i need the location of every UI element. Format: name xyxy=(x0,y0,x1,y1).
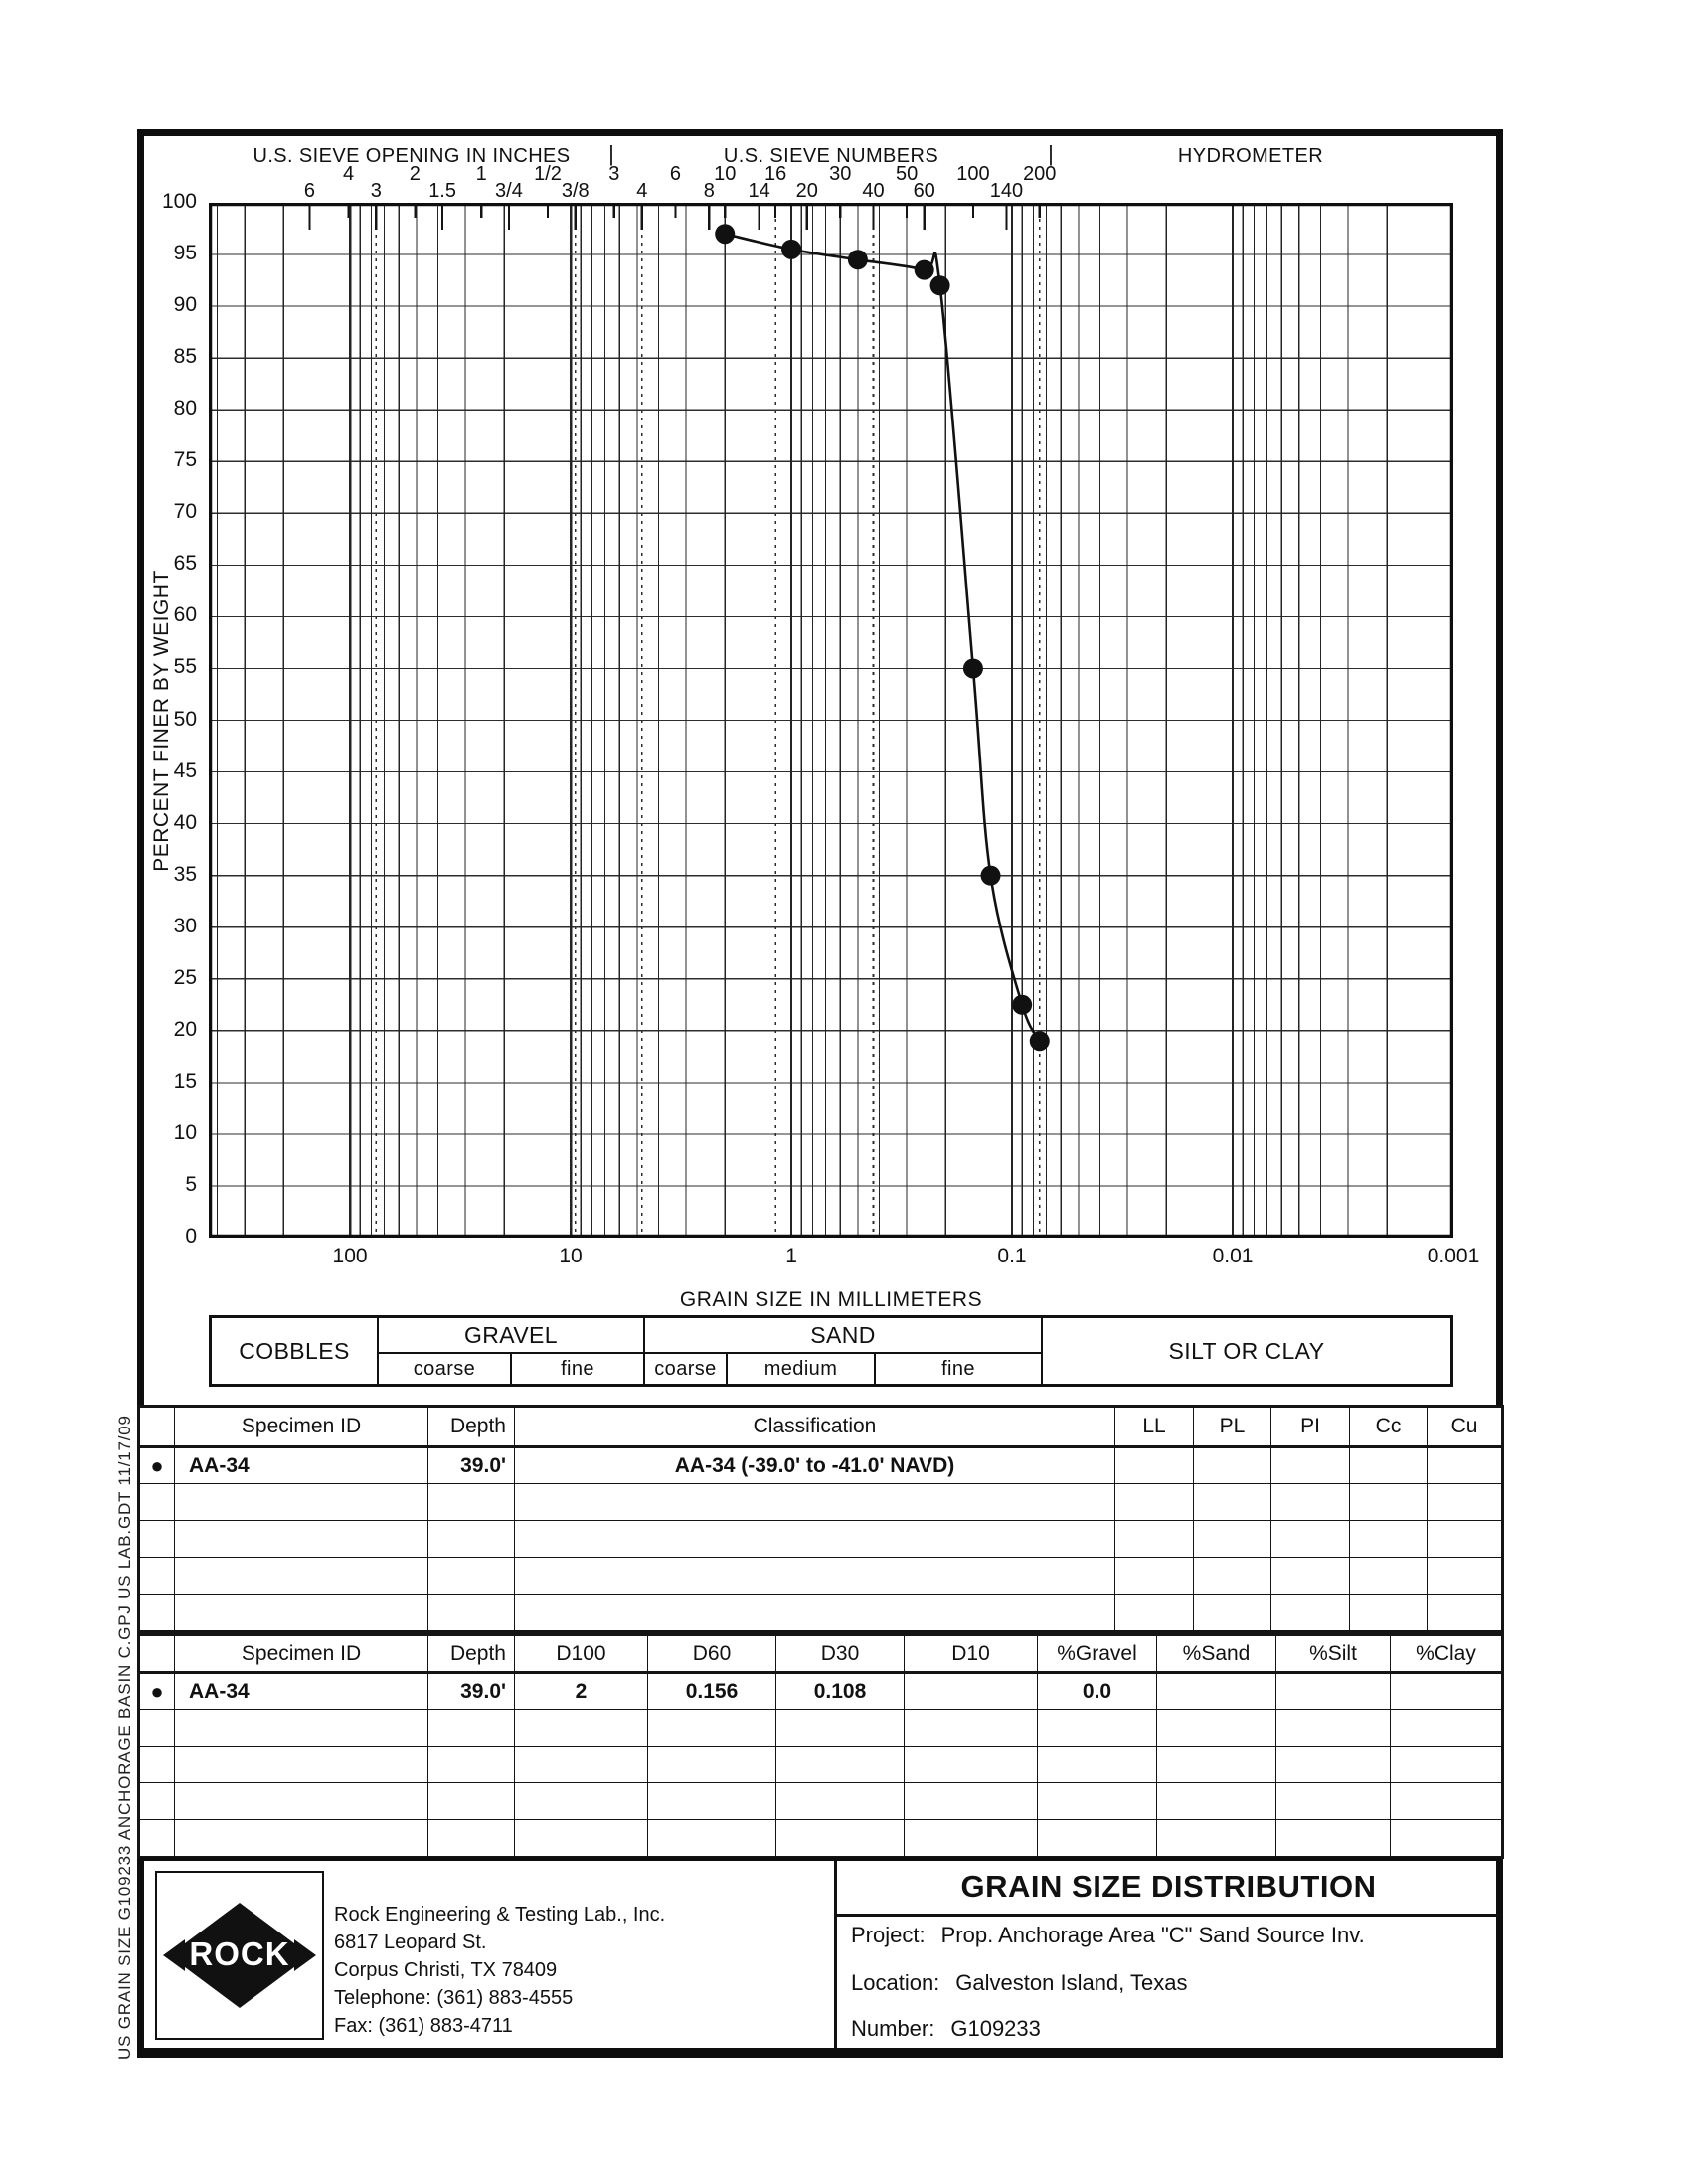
table-cell: Depth xyxy=(428,1636,515,1673)
table-cell xyxy=(1115,1521,1194,1558)
table-cell xyxy=(1276,1673,1391,1710)
table-cell xyxy=(1115,1558,1194,1595)
row-marker-cell xyxy=(140,1484,175,1521)
table-cell xyxy=(515,1558,1115,1595)
y-tick-label: 90 xyxy=(173,293,197,317)
title-underline xyxy=(836,1914,1501,1917)
gradation-values-table xyxy=(139,1635,1502,1857)
table-cell xyxy=(1350,1484,1428,1521)
sieve-size-label: 6 xyxy=(669,163,682,185)
x-tick-label: 0.1 xyxy=(997,1245,1027,1267)
y-axis-title: PERCENT FINER BY WEIGHT xyxy=(150,570,173,872)
data-point-marker xyxy=(715,224,735,244)
project-row xyxy=(851,1923,1365,1948)
table-cell: D30 xyxy=(776,1636,905,1673)
table-cell xyxy=(1038,1747,1157,1783)
table-cell xyxy=(175,1783,428,1820)
y-tick-label: 80 xyxy=(173,397,197,420)
table-cell xyxy=(1428,1595,1502,1631)
table-cell xyxy=(1157,1820,1276,1857)
x-tick-label: 0.01 xyxy=(1212,1245,1254,1267)
table-row xyxy=(140,1521,1502,1558)
sieve-size-label: 3/8 xyxy=(561,180,590,202)
table-cell xyxy=(1276,1783,1391,1820)
sand-coarse-cell: coarse xyxy=(645,1354,728,1384)
table-cell xyxy=(648,1783,776,1820)
table-row xyxy=(140,1484,1502,1521)
sieve-size-label: 20 xyxy=(795,180,818,202)
sieve-size-label: 6 xyxy=(303,180,315,202)
data-point-marker xyxy=(963,658,983,678)
y-tick-label: 70 xyxy=(173,500,197,524)
sieve-size-label: 3 xyxy=(608,163,620,185)
sieve-size-label: 1 xyxy=(475,163,487,185)
table-cell xyxy=(1115,1595,1194,1631)
table-cell xyxy=(1157,1710,1276,1747)
table-cell xyxy=(1428,1447,1502,1484)
y-tick-label: 35 xyxy=(173,862,197,886)
table-cell xyxy=(175,1820,428,1857)
table-cell xyxy=(1350,1447,1428,1484)
y-tick-label: 65 xyxy=(173,552,197,576)
table-cell xyxy=(515,1521,1115,1558)
location-row xyxy=(851,1970,1187,1996)
sieve-inches-header: U.S. SIEVE OPENING IN INCHES xyxy=(253,145,571,167)
y-tick-label: 25 xyxy=(173,965,197,989)
table-cell xyxy=(515,1484,1115,1521)
table-cell xyxy=(1350,1595,1428,1631)
table-cell xyxy=(776,1710,905,1747)
table-cell xyxy=(175,1521,428,1558)
table-cell xyxy=(1428,1521,1502,1558)
table-cell: PI xyxy=(1271,1408,1350,1447)
company-logo xyxy=(155,1871,324,2040)
y-tick-label: 45 xyxy=(173,758,197,782)
y-tick-label: 75 xyxy=(173,448,197,472)
table-cell xyxy=(1428,1484,1502,1521)
table-cell xyxy=(428,1820,515,1857)
sieve-size-label: 10 xyxy=(714,163,737,185)
table-cell xyxy=(1276,1820,1391,1857)
row-marker-cell xyxy=(140,1710,175,1747)
table-cell: Cc xyxy=(1350,1408,1428,1447)
table-cell xyxy=(648,1747,776,1783)
sieve-size-label: 60 xyxy=(913,180,935,202)
company-address-line: Fax: (361) 883-4711 xyxy=(334,2015,513,2037)
table-cell: PL xyxy=(1194,1408,1271,1447)
sieve-size-label: 1.5 xyxy=(428,180,456,202)
table-cell xyxy=(175,1558,428,1595)
sieve-size-label: 3/4 xyxy=(495,180,523,202)
table-cell: %Silt xyxy=(1276,1636,1391,1673)
table-cell xyxy=(428,1710,515,1747)
x-tick-label: 0.001 xyxy=(1427,1245,1480,1267)
table-row xyxy=(140,1595,1502,1631)
data-point-marker xyxy=(1030,1031,1050,1051)
table-cell xyxy=(1391,1747,1502,1783)
header-row xyxy=(140,1408,1502,1447)
table-cell: AA-34 (-39.0' to -41.0' NAVD) xyxy=(515,1447,1115,1484)
y-tick-label: 85 xyxy=(173,345,197,369)
table-cell: Classification xyxy=(515,1408,1115,1447)
project-value: Prop. Anchorage Area "C" Sand Source Inv. xyxy=(940,1923,1365,1947)
row-marker-cell xyxy=(140,1747,175,1783)
table-cell xyxy=(1157,1673,1276,1710)
row-marker-cell xyxy=(140,1408,175,1447)
x-axis-title: GRAIN SIZE IN MILLIMETERS xyxy=(679,1288,983,1311)
sieve-size-label: 140 xyxy=(989,180,1024,202)
table-cell xyxy=(1276,1747,1391,1783)
cobbles-cell: COBBLES xyxy=(212,1318,379,1384)
number-value: G109233 xyxy=(950,2016,1041,2041)
row-marker-cell: ● xyxy=(140,1447,175,1484)
table-row xyxy=(140,1558,1502,1595)
table-cell xyxy=(1157,1783,1276,1820)
table-cell: D10 xyxy=(905,1636,1038,1673)
y-tick-label: 50 xyxy=(173,707,197,731)
table-cell: D100 xyxy=(515,1636,648,1673)
table-cell xyxy=(776,1747,905,1783)
table-cell xyxy=(1391,1820,1502,1857)
table-cell xyxy=(1276,1710,1391,1747)
data-point-marker xyxy=(930,275,950,295)
table-cell xyxy=(1391,1710,1502,1747)
report-title: GRAIN SIZE DISTRIBUTION xyxy=(960,1869,1377,1904)
table-cell xyxy=(515,1820,648,1857)
table-cell xyxy=(1271,1484,1350,1521)
sieve-size-label: 40 xyxy=(862,180,885,202)
data-point-marker xyxy=(1012,995,1032,1015)
table-cell xyxy=(1428,1558,1502,1595)
header-separator: | xyxy=(608,141,614,166)
table-cell: 39.0' xyxy=(428,1447,515,1484)
sand-cell: SAND xyxy=(645,1318,1043,1354)
row-marker-cell xyxy=(140,1595,175,1631)
table-cell xyxy=(1194,1484,1271,1521)
table-cell: Specimen ID xyxy=(175,1408,428,1447)
title-block xyxy=(139,1857,1501,2052)
file-stamp-vertical-text: US GRAIN SIZE G109233 ANCHORAGE BASIN C.GPJ US LAB.GDT 11/17/09 xyxy=(115,1415,134,2060)
table-row xyxy=(140,1783,1502,1820)
row-marker-cell xyxy=(140,1558,175,1595)
table-cell: 0.0 xyxy=(1038,1673,1157,1710)
company-address-block xyxy=(334,1901,665,2040)
table-cell xyxy=(515,1710,648,1747)
table-cell xyxy=(428,1484,515,1521)
row-marker-cell xyxy=(140,1783,175,1820)
y-tick-label: 30 xyxy=(173,914,197,937)
table-cell: AA-34 xyxy=(175,1673,428,1710)
table-row xyxy=(140,1820,1502,1857)
y-tick-label: 60 xyxy=(173,603,197,627)
table-cell xyxy=(428,1521,515,1558)
data-point-marker xyxy=(981,866,1001,886)
y-tick-label: 5 xyxy=(185,1172,197,1196)
sieve-size-label: 3 xyxy=(370,180,382,202)
table-row xyxy=(140,1747,1502,1783)
logo-wordmark: ROCK xyxy=(189,1935,290,1973)
company-address-line: Telephone: (361) 883-4555 xyxy=(334,1987,574,2009)
data-point-marker xyxy=(781,240,801,259)
sand-medium-cell: medium xyxy=(728,1354,876,1384)
table-cell xyxy=(1038,1710,1157,1747)
table-cell xyxy=(1115,1484,1194,1521)
data-point-marker xyxy=(915,260,934,280)
sieve-size-label: 4 xyxy=(342,163,355,185)
table-cell xyxy=(175,1747,428,1783)
location-label: Location: xyxy=(851,1970,940,1995)
classification-table xyxy=(139,1407,1502,1631)
table-cell xyxy=(648,1820,776,1857)
table-cell xyxy=(1194,1521,1271,1558)
table-cell: Specimen ID xyxy=(175,1636,428,1673)
table-cell xyxy=(175,1710,428,1747)
sand-fine-cell: fine xyxy=(876,1354,1043,1384)
sieve-size-label: 8 xyxy=(703,180,715,202)
number-row xyxy=(851,2016,1041,2042)
sieve-size-label: 4 xyxy=(636,180,648,202)
y-tick-label: 95 xyxy=(173,242,197,265)
table-cell xyxy=(515,1595,1115,1631)
table-cell xyxy=(1194,1447,1271,1484)
table-cell: %Sand xyxy=(1157,1636,1276,1673)
table-cell xyxy=(428,1783,515,1820)
table-cell xyxy=(1194,1595,1271,1631)
table-cell: LL xyxy=(1115,1408,1194,1447)
company-address-line: Rock Engineering & Testing Lab., Inc. xyxy=(334,1904,666,1926)
hydrometer-header: HYDROMETER xyxy=(1177,145,1324,167)
table-cell xyxy=(1271,1595,1350,1631)
gradation-curve xyxy=(725,234,1040,1041)
table-cell xyxy=(905,1747,1038,1783)
table-cell xyxy=(1115,1447,1194,1484)
table-cell xyxy=(1271,1558,1350,1595)
x-tick-label: 1 xyxy=(785,1245,797,1267)
table-cell: 0.156 xyxy=(648,1673,776,1710)
sieve-size-label: 2 xyxy=(409,163,421,185)
table-cell xyxy=(776,1783,905,1820)
sieve-size-label: 50 xyxy=(895,163,919,185)
y-tick-label: 40 xyxy=(173,810,197,834)
table-cell: 39.0' xyxy=(428,1673,515,1710)
table-row xyxy=(140,1447,1502,1484)
y-tick-label: 15 xyxy=(173,1069,197,1092)
table-cell xyxy=(175,1484,428,1521)
table-cell xyxy=(1391,1673,1502,1710)
data-point-marker xyxy=(848,250,868,269)
x-tick-label: 10 xyxy=(559,1245,583,1267)
y-tick-label: 20 xyxy=(173,1017,197,1041)
table-cell xyxy=(905,1710,1038,1747)
project-label: Project: xyxy=(851,1923,926,1947)
sieve-size-label: 14 xyxy=(748,180,770,202)
silt-or-clay-cell: SILT OR CLAY xyxy=(1168,1337,1325,1364)
table-cell xyxy=(1391,1783,1502,1820)
table-cell xyxy=(776,1820,905,1857)
table-cell xyxy=(905,1820,1038,1857)
table-cell xyxy=(515,1747,648,1783)
table-cell xyxy=(1194,1558,1271,1595)
table-cell xyxy=(1038,1820,1157,1857)
row-marker-cell xyxy=(140,1636,175,1673)
row-marker-cell xyxy=(140,1521,175,1558)
table-cell xyxy=(1271,1447,1350,1484)
table-cell xyxy=(428,1558,515,1595)
table-cell: %Gravel xyxy=(1038,1636,1157,1673)
grain-size-chart xyxy=(209,203,1453,1238)
number-label: Number: xyxy=(851,2016,935,2041)
table-cell xyxy=(648,1710,776,1747)
table-cell xyxy=(905,1673,1038,1710)
logo-right-wing-icon xyxy=(294,1939,316,1971)
table-row xyxy=(140,1710,1502,1747)
table-cell xyxy=(1271,1521,1350,1558)
location-value: Galveston Island, Texas xyxy=(955,1970,1188,1995)
table-cell: %Clay xyxy=(1391,1636,1502,1673)
table-cell: D60 xyxy=(648,1636,776,1673)
header-row xyxy=(140,1636,1502,1673)
y-tick-label: 10 xyxy=(173,1120,197,1144)
table-cell xyxy=(515,1783,648,1820)
sieve-size-label: 200 xyxy=(1023,163,1057,185)
table-row xyxy=(140,1673,1502,1710)
table-cell xyxy=(428,1747,515,1783)
row-marker-cell xyxy=(140,1820,175,1857)
sieve-size-label: 1/2 xyxy=(534,163,562,185)
sieve-numbers-header: U.S. SIEVE NUMBERS xyxy=(723,145,939,167)
x-tick-label: 100 xyxy=(332,1245,368,1267)
y-tick-label: 100 xyxy=(161,190,197,213)
table-cell: 0.108 xyxy=(776,1673,905,1710)
table-cell xyxy=(1038,1783,1157,1820)
logo-left-wing-icon xyxy=(163,1939,185,1971)
company-address-line: Corpus Christi, TX 78409 xyxy=(334,1959,558,1981)
sieve-size-label: 100 xyxy=(956,163,990,185)
company-address-line: 6817 Leopard St. xyxy=(334,1932,487,1953)
sieve-size-label: 30 xyxy=(829,163,852,185)
gravel-cell: GRAVEL xyxy=(379,1318,645,1354)
soil-classification-bar xyxy=(209,1315,1453,1387)
gravel-coarse-cell: coarse xyxy=(379,1354,512,1384)
row-marker-cell: ● xyxy=(140,1673,175,1710)
gravel-fine-cell: fine xyxy=(512,1354,645,1384)
y-tick-label: 55 xyxy=(173,655,197,679)
table-cell xyxy=(905,1783,1038,1820)
table-cell xyxy=(175,1595,428,1631)
table-cell xyxy=(428,1595,515,1631)
table-cell xyxy=(1350,1558,1428,1595)
y-tick-label: 0 xyxy=(185,1225,197,1248)
sieve-size-label: 16 xyxy=(763,163,787,185)
table-cell: Depth xyxy=(428,1408,515,1447)
table-cell: 2 xyxy=(515,1673,648,1710)
header-separator: | xyxy=(1048,141,1054,166)
table-cell: Cu xyxy=(1428,1408,1502,1447)
table-cell xyxy=(1350,1521,1428,1558)
table-cell xyxy=(1157,1747,1276,1783)
table-cell: AA-34 xyxy=(175,1447,428,1484)
